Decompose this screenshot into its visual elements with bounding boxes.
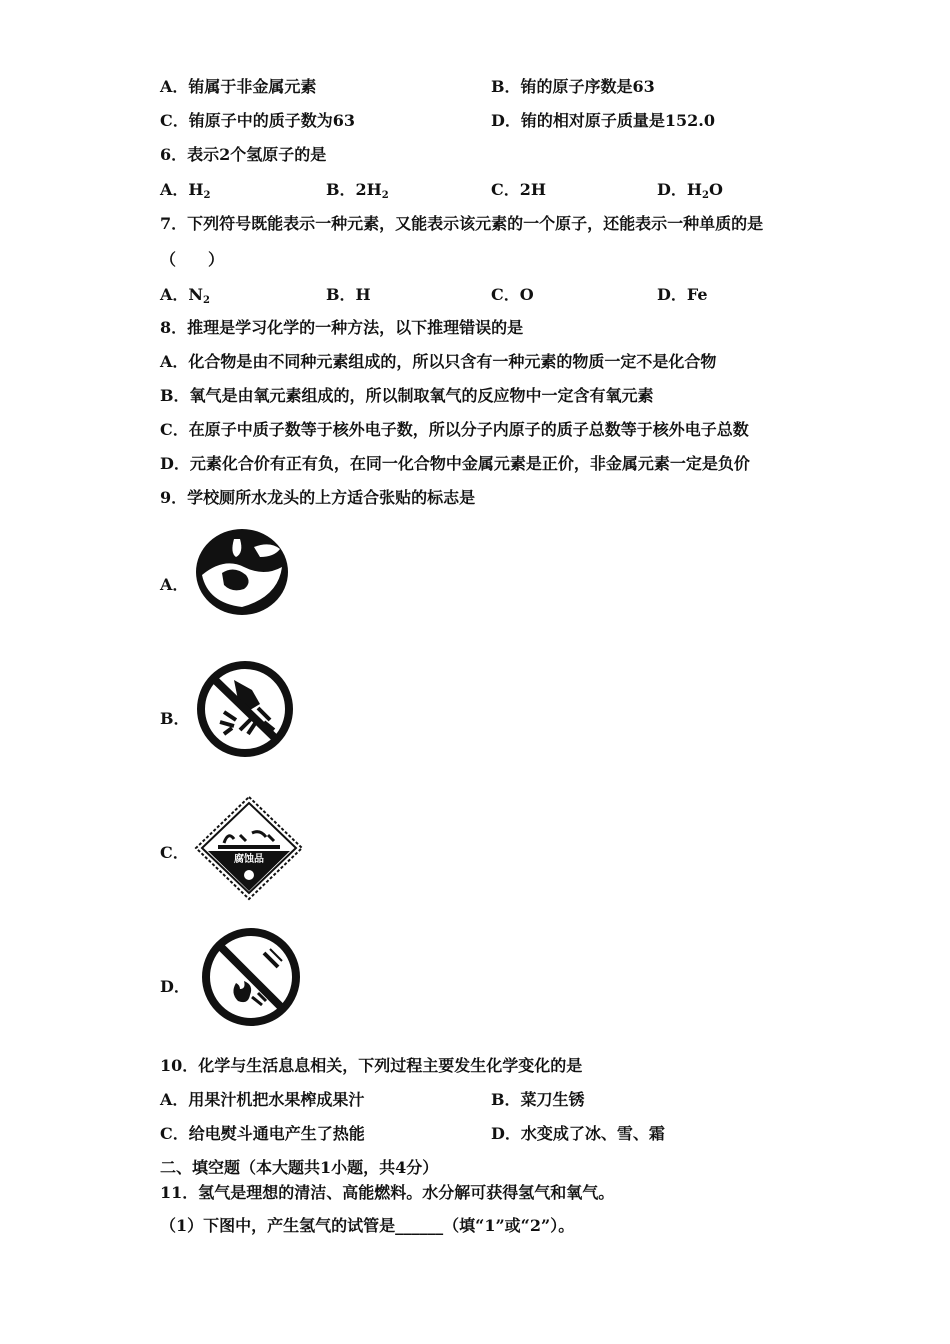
q8-stem: 8．推理是学习化学的一种方法，以下推理错误的是	[160, 318, 524, 337]
q9-option-b-label: B．	[160, 709, 190, 728]
section-2-heading: 二、填空题（本大题共1小题，共4分）	[160, 1158, 439, 1177]
q6-option-a: A．$H_2$	[160, 180, 211, 201]
q10-option-d: D．水变成了冰、雪、霜	[491, 1124, 665, 1143]
q10-stem: 10．化学与生活息息相关，下列过程主要发生化学变化的是	[160, 1056, 583, 1075]
q5-option-c: C．铕原子中的质子数为63	[160, 111, 356, 130]
q7-paren: （ ）	[160, 250, 225, 269]
no-smoking-fire-sign-icon	[200, 927, 302, 1027]
q10-option-b: B．菜刀生锈	[491, 1090, 585, 1109]
corrosive-label: 腐蚀品	[234, 854, 264, 865]
q8-option-a: A．化合物是由不同种元素组成的，所以只含有一种元素的物质一定不是化合物	[160, 352, 717, 371]
q8-option-b: B．氧气是由氧元素组成的，所以制取氧气的反应物中一定含有氧元素	[160, 386, 654, 405]
q9-option-a-label: A．	[160, 575, 189, 594]
q8-option-d: D．元素化合价有正有负，在同一化合物中金属元素是正价，非金属元素一定是负价	[160, 454, 750, 473]
q11-stem: 11．氢气是理想的清洁、高能燃料。水分解可获得氢气和氧气。	[160, 1183, 615, 1202]
q8-option-c: C．在原子中质子数等于核外电子数，所以分子内原子的质子总数等于核外电子总数	[160, 420, 749, 439]
q5-option-b: B．铕的原子序数是63	[491, 77, 655, 96]
q7-option-d: D．Fe	[657, 285, 708, 304]
q7-option-a: A．$N_2$	[160, 285, 211, 306]
q6-option-d: D．$H_2O$	[657, 180, 723, 201]
q6-stem: 6．表示2个氢原子的是	[160, 145, 327, 164]
q5-option-a: A．铕属于非金属元素	[160, 77, 317, 96]
q10-option-a: A．用果汁机把水果榨成果汁	[160, 1090, 365, 1109]
q9-option-c-label: C．	[160, 843, 189, 862]
q7-stem: 7．下列符号既能表示一种元素，又能表示该元素的一个原子，还能表示一种单质的是	[160, 214, 764, 233]
no-fireworks-sign-icon	[194, 660, 296, 758]
q9-stem: 9．学校厕所水龙头的上方适合张贴的标志是	[160, 488, 476, 507]
corrosive-sign-icon	[194, 795, 304, 901]
q7-option-b: B．H	[326, 285, 371, 304]
q6-option-c: C．2H	[491, 180, 546, 199]
q9-option-d-label: D．	[160, 977, 190, 996]
q11-sub1: （1）下图中，产生氢气的试管是______（填“1”或“2”）。	[160, 1216, 575, 1235]
q5-option-d: D．铕的相对原子质量是152.0	[491, 111, 715, 130]
water-saving-sign-icon	[194, 527, 290, 617]
q10-option-c: C．给电熨斗通电产生了热能	[160, 1124, 365, 1143]
q6-option-b: B．$2H_2$	[326, 180, 389, 201]
q7-option-c: C．O	[491, 285, 534, 304]
